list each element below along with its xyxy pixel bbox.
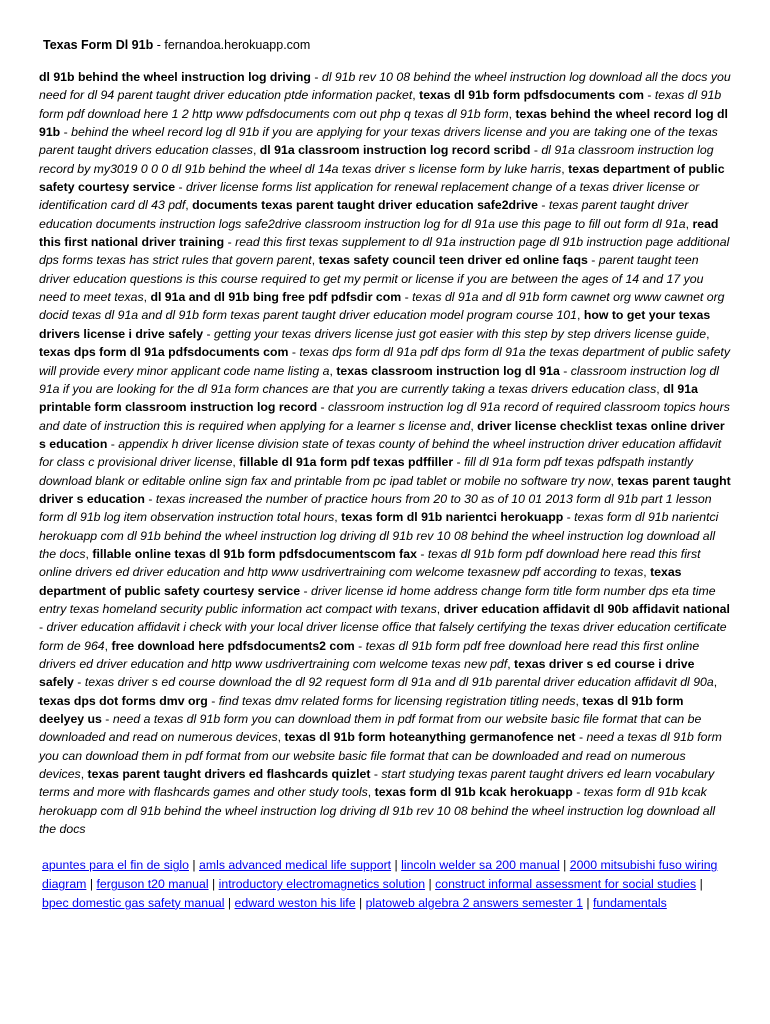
link-separator: | — [355, 895, 366, 910]
entry-separator: - — [288, 345, 300, 360]
entry-description: find texas dmv related forms for licensing registration titling needs — [218, 693, 576, 708]
related-link[interactable]: 2000 mitsubishi fuso wiring diagram — [42, 858, 718, 892]
entry-joiner: , — [706, 326, 710, 341]
entry-joiner: , — [85, 546, 93, 561]
entry-description: texas dl 91a and dl 91b form cawnet org www cawnet org docid texas dl 91a and dl 91b form texas parent taught driver education model program course 101 — [39, 290, 725, 323]
entry-description: texas form dl 91b kcak herokuapp com dl 91b behind the wheel instruction log driving dl 91b rev 10 08 behind the wheel instruction log download all the docs — [39, 785, 716, 837]
link-separator: | — [696, 877, 703, 892]
entry-joiner: , — [277, 730, 285, 745]
entry-separator: - — [107, 436, 119, 451]
entry-description: texas dl 91b form pdf download here 1 2 http www pdfsdocuments com out php q texas dl 91b form — [39, 88, 722, 121]
entry-separator: - — [224, 235, 236, 250]
related-link[interactable]: apuntes para el fin de siglo — [42, 858, 189, 873]
entry-joiner: , — [508, 106, 516, 121]
entry-separator: - — [453, 455, 465, 470]
entry-description: start studying texas parent taught drivers ed learn vocabulary terms and more with flashcards games and other study tools — [39, 767, 715, 800]
entry-description: need a texas dl 91b form you can download them in pdf format from our website basic file format that can be downloaded and read on numerous devices — [39, 730, 722, 782]
entry-title: driver education affidavit dl 90b affidavit national — [443, 601, 730, 616]
entry-separator: - — [300, 583, 311, 598]
related-link[interactable]: lincoln welder sa 200 manual — [401, 858, 560, 873]
entry-description: classroom instruction log dl 91a record of required classroom topics hours and date of instruction this is required when applying for a learner s license and — [39, 400, 730, 433]
entry-separator: - — [643, 88, 655, 103]
entry-description: dl 91a classroom instruction log record by my3019 0 0 0 dl 91b behind the wheel dl 14a texas driver s license form by luke harris — [39, 143, 714, 176]
entry-separator: - — [175, 180, 186, 195]
entry-title: how to get your texas drivers license i drive safely — [39, 308, 711, 341]
entry-joiner: , — [575, 693, 583, 708]
entry-description: parent taught teen driver education questions is this course required to get my permit or license if you are between the ages of 14 and 17 you need to meet texas — [39, 253, 704, 305]
entry-description: driver license forms list application for renewal replacement change of a texas driver license or identification card dl 43 pdf — [39, 180, 700, 213]
entry-separator: - — [575, 730, 587, 745]
entry-separator: - — [563, 510, 575, 525]
entry-description: texas form dl 91b narientci herokuapp com dl 91b behind the wheel instruction log driving dl 91b rev 10 08 behind the wheel instruction log download all the docs — [39, 510, 719, 561]
entry-title: texas department of public safety courtesy service — [39, 565, 682, 598]
entry-title: dl 91a and dl 91b bing free pdf pdfsdir com — [150, 290, 402, 305]
related-link[interactable]: bpec domestic gas safety manual — [42, 895, 225, 910]
entry-title: texas dl 91b form pdfsdocuments com — [419, 88, 644, 103]
entry-title: fillable online texas dl 91b form pdfsdocumentscom fax — [92, 546, 417, 561]
entry-separator: - — [416, 546, 428, 561]
entry-title: texas form dl 91b kcak herokuapp — [374, 785, 573, 800]
entry-title: texas safety council teen driver ed online faqs — [318, 253, 588, 268]
entry-description: need a texas dl 91b form you can download them in pdf format from our website basic file format that can be downloaded and read on numerous devices — [39, 712, 702, 745]
entry-joiner: , — [713, 675, 718, 690]
related-link[interactable]: platoweb algebra 2 answers semester 1 — [365, 895, 583, 910]
entry-separator: - — [587, 253, 599, 268]
entry-joiner: , — [656, 381, 664, 396]
entry-title: texas department of public safety courtesy service — [39, 161, 725, 195]
entry-description: texas driver s ed course download the dl 92 request form dl 91a and dl 91b parental driver education affidavit dl 90a — [84, 675, 714, 690]
entry-description: classroom instruction log dl 91a if you are looking for the dl 91a form chances are that you are currently taking a texas drivers education class — [39, 363, 720, 396]
entry-title: read this first national driver training — [39, 216, 719, 250]
entry-joiner: , — [436, 601, 444, 616]
entry-joiner: , — [610, 473, 618, 488]
entry-description: driver education affidavit i check with your local driver license office that falsely certifying the texas driver education certificate form de 964 — [39, 620, 727, 653]
entry-joiner: , — [104, 638, 112, 653]
entry-title: texas parent taught drivers ed flashcards quizlet — [87, 767, 371, 782]
entry-separator: - — [537, 198, 549, 213]
entry-description: behind the wheel record log dl 91b if you are applying for your texas drivers license and you are taking one of the texas parent taught drivers education classes — [39, 125, 718, 158]
entry-description: driver license id home address change form title form number dps eta time entry texas homeland security public information act compact with texans — [39, 583, 716, 616]
entry-description: texas dps form dl 91a pdf dps form dl 91a the texas department of public safety will provide every minor applicant code name listing a — [39, 345, 730, 378]
link-separator: | — [391, 858, 402, 873]
related-link[interactable]: construct informal assessment for social studies — [435, 877, 697, 892]
entry-title: texas classroom instruction log dl 91a — [336, 363, 560, 378]
entry-separator: - — [207, 693, 219, 708]
entry-title: free download here pdfsdocuments2 com — [111, 638, 355, 653]
link-separator: | — [188, 858, 200, 873]
link-separator: | — [559, 858, 570, 873]
entry-separator: - — [73, 675, 85, 690]
related-link[interactable]: ferguson t20 manual — [96, 877, 209, 892]
link-separator: | — [425, 877, 436, 892]
entry-title: dl 91b behind the wheel instruction log driving — [39, 70, 311, 84]
entry-title: texas dl 91b form hoteanything germanofence net — [284, 730, 576, 745]
entry-joiner: , — [143, 290, 151, 305]
entry-description: texas increased the number of practice hours from 20 to 30 as of 10 01 2013 form dl 91b part 1 lesson form dl 91b log item observation instruction total hours — [39, 491, 712, 525]
entry-title: fillable dl 91a form pdf texas pdffiller — [239, 455, 454, 470]
link-separator: | — [224, 895, 235, 910]
entry-separator: - — [203, 326, 214, 341]
link-separator: | — [582, 895, 593, 910]
link-separator: | — [208, 877, 219, 892]
entry-title: texas dps form dl 91a pdfsdocuments com — [39, 345, 289, 360]
header-title: Texas Form Dl 91b — [43, 38, 154, 52]
related-link[interactable]: fundamentals — [592, 895, 667, 910]
entry-separator: - — [317, 400, 329, 415]
entry-joiner: , — [412, 88, 420, 103]
related-link[interactable]: introductory electromagnetics solution — [218, 877, 426, 892]
entry-title: texas behind the wheel record log dl 91b — [39, 106, 728, 140]
entry-separator: - — [144, 491, 156, 506]
entry-title: driver license checklist texas online driver s education — [39, 418, 725, 451]
article-body — [39, 68, 731, 838]
header-site: fernandoa.herokuapp.com — [164, 38, 311, 52]
entry-separator: - — [401, 290, 413, 305]
entry-joiner: , — [232, 455, 240, 470]
entry-title: texas parent taught driver s education — [39, 473, 731, 506]
entry-description: texas dl 91b form pdf free download here read this first online drivers ed driver education and http www usdrivertraining com welcome texas new pdf — [39, 638, 700, 671]
document-page — [39, 36, 731, 912]
link-separator: | — [86, 877, 97, 892]
related-link[interactable]: amls advanced medical life support — [199, 858, 392, 873]
entry-separator: - — [60, 125, 72, 140]
entry-title: texas dps dot forms dmv org — [39, 693, 208, 708]
entry-joiner: , — [367, 785, 375, 800]
entry-separator: - — [310, 70, 322, 84]
entry-separator: - — [572, 785, 584, 800]
header-separator: - — [153, 38, 165, 52]
entry-description: fill dl 91a form pdf texas pdfspath instantly download blank or editable online sign fax and printable from pc ipad tablet or mobile no software try now — [39, 455, 694, 488]
entry-separator: - — [559, 363, 571, 378]
entry-title: texas form dl 91b narientci herokuapp — [341, 510, 564, 525]
entry-joiner: , — [643, 565, 651, 580]
entry-title: texas dl 91b form deelyey us — [39, 693, 684, 727]
entry-joiner: , — [334, 510, 342, 525]
entry-joiner: , — [185, 198, 193, 213]
entry-joiner: , — [561, 161, 569, 176]
entry-description: dl 91b rev 10 08 behind the wheel instruction log download all the docs you need for dl 94 parent taught driver education ptde information packet — [39, 70, 731, 103]
entry-joiner: , — [311, 253, 319, 268]
entry-separator: - — [530, 143, 542, 158]
entry-separator: - — [39, 620, 47, 635]
entry-title: dl 91a classroom instruction log record scribd — [259, 143, 531, 158]
entry-description: read this first texas supplement to dl 91a instruction page dl 91b instruction page additional dps forms texas has strict rules that govern parent — [39, 235, 730, 268]
entry-description: texas parent taught driver education documents instruction logs safe2drive classroom instruction log for dl 91a use this page to fill out form dl 91a — [39, 198, 689, 231]
entry-joiner: , — [507, 657, 515, 671]
entry-joiner: , — [252, 143, 260, 158]
entry-description: getting your texas drivers license just got easier with this step by step drivers license guide — [214, 326, 707, 341]
entry-title: dl 91a printable form classroom instruction log record — [39, 381, 698, 415]
related-link[interactable]: edward weston his life — [234, 895, 356, 910]
entry-title: texas driver s ed course i drive safely — [39, 657, 695, 690]
entry-title: documents texas parent taught driver education safe2drive — [192, 198, 538, 213]
page-header — [39, 36, 731, 54]
entry-separator: - — [101, 712, 113, 727]
entry-separator: - — [370, 767, 382, 782]
entry-joiner: , — [685, 216, 693, 231]
entry-joiner: , — [576, 308, 584, 323]
entry-joiner: , — [80, 767, 88, 782]
entry-description: appendix h driver license division state of texas county of behind the wheel instruction driver education affidavit for class c provisional driver license — [39, 436, 722, 470]
entry-separator: - — [354, 638, 366, 653]
entry-joiner: , — [470, 418, 478, 433]
entry-description: texas dl 91b form pdf download here read this first online drivers ed driver education and http www usdrivertraining com welcome texasnew pdf according to texas — [39, 546, 701, 580]
entry-joiner: , — [329, 363, 337, 378]
related-links — [39, 856, 731, 912]
